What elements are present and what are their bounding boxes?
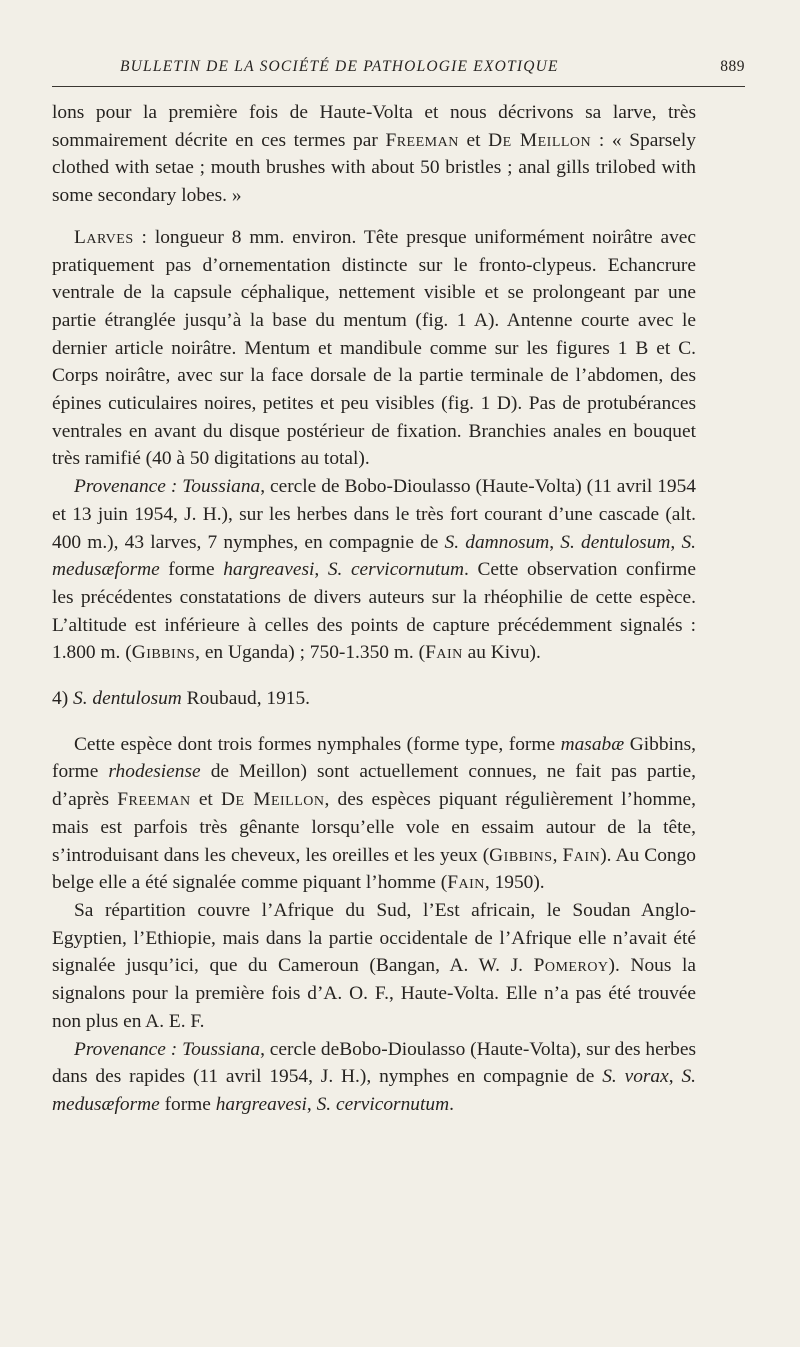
section-lead: Larves (74, 226, 134, 248)
author-name: Gibbins (489, 844, 553, 866)
author-name: Gibbins (131, 642, 196, 664)
form-name: rhodesiense (108, 761, 201, 783)
place-name: Toussiana (182, 476, 261, 498)
species-name: S. damnosum (444, 531, 550, 553)
species-name: S. vorax (602, 1066, 669, 1088)
paragraph-larva-description-intro: lons pour la première fois de Haute-Volta et nous décrivons sa larve, très sommairement décrite en ces termes par Freeman et De Meillon : « Sparsely clothed with setae ; mouth brushes with about 50 bristles ; anal gills trilobed with some secondary lobes. » (52, 102, 696, 207)
author-name: De Meillon (488, 129, 592, 151)
author-name: Fain (447, 872, 485, 894)
author-name: Freeman (385, 129, 459, 151)
paragraph-dentulosum: Cette espèce dont trois formes nymphales (forme type, forme masabæ Gibbins, forme rhodesiense de Meillon) sont actuellement connues, ne fait pas partie, d’après Freeman et De Meillon, des espèces piquant régulièrement l’homme, mais est parfois très gênante lorsqu’elle vole en essaim autour de la tête, s’introduisant dans les cheveux, les oreilles et les yeux (Gibbins, Fain). Au Congo belge elle a été signalée comme piquant l’homme (Fain, 1950). (52, 733, 696, 894)
header-rule (52, 86, 745, 87)
heading-species: S. dentulosum (73, 688, 182, 710)
author-name: Pomeroy (533, 955, 609, 977)
page-number: 889 (720, 58, 745, 75)
paragraph-provenance-1: Provenance : Toussiana, cercle de Bobo-Dioulasso (Haute-Volta) (11 avril 1954 et 13 juin 1954, J. H.), sur les herbes dans le très fort courant d’une cascade (alt. 400 m.), 43 larves, 7 nymphes, en compagnie de S. damnosum, S. dentulosum, S. medusæforme forme hargreavesi, S. cervicornutum. Cette observation confirme les précédentes constatations de divers auteurs sur la rhéophilie de cette espèce. L’altitude est inférieure à celles des points de capture précédemment signalés : 1.800 m. (Gibbins, en Uganda) ; 750-1.350 m. (Fain au Kivu). (52, 476, 696, 664)
author-name: Freeman (117, 789, 191, 811)
section-heading: 4) S. dentulosum Roubaud, 1915. (52, 688, 311, 710)
paragraph-distribution: Sa répartition couvre l’Afrique du Sud, l’Est africain, le Soudan Anglo-Egyptien, l’Ethiopie, mais dans la partie occidentale de l’Afrique elle n’avait été signalée jusqu’ici, que du Cameroun (Bangan, A. W. J. Pomeroy). Nous la signalons pour la première fois d’A. O. F., Haute-Volta. Elle n’a pas été trouvée non plus en A. E. F. (52, 899, 696, 1032)
author-name: Fain (425, 642, 463, 664)
species-name: hargreavesi (215, 1093, 307, 1115)
species-name: S. dentulosum (560, 531, 671, 553)
species-name: hargreavesi (223, 559, 315, 581)
provenance-label: Provenance : (74, 476, 178, 498)
species-name: S. cervicornutum (316, 1093, 450, 1115)
place-name: Toussiana (182, 1038, 261, 1060)
author-name: Fain (562, 844, 601, 866)
form-name: masabæ (560, 733, 625, 755)
paragraph-larves: Larves : longueur 8 mm. environ. Tête presque uniformément noirâtre avec pratiquement pas d’ornementation distincte sur le fronto-clypeus. Echancrure ventrale de la capsule céphalique, nettement visible et se prolongeant par une partie étranglée jusqu’à la base du mentum (fig. 1 A). Antenne courte avec le dernier article noirâtre. Mentum et mandibule comme sur les figures 1 B et C. Corps noirâtre, avec sur la face dorsale de la partie terminale de l’abdomen, des épines cuticulaires noires, petites et peu visibles (fig. 1 D). Pas de protubérances ventrales en avant du disque postérieur de fixation. Branchies anales en bouquet très ramifié (40 à 50 digitations au total). (52, 226, 696, 470)
species-name: S. cervicornutum (327, 559, 465, 581)
paragraph-provenance-2: Provenance : Toussiana, cercle deBobo-Dioulasso (Haute-Volta), sur des herbes dans des rapides (11 avril 1954, J. H.), nymphes en compagnie de S. vorax, S. medusæforme forme hargreavesi, S. cervicornutum. (52, 1038, 696, 1115)
species-name: S. medusæforme (52, 1066, 696, 1115)
body-text (52, 99, 696, 1119)
running-title: BULLETIN DE LA SOCIÉTÉ DE PATHOLOGIE EXOTIQUE (120, 58, 559, 75)
species-name: S. medusæforme (52, 531, 696, 581)
author-name: De Meillon (221, 789, 325, 811)
provenance-label: Provenance : (74, 1038, 178, 1060)
